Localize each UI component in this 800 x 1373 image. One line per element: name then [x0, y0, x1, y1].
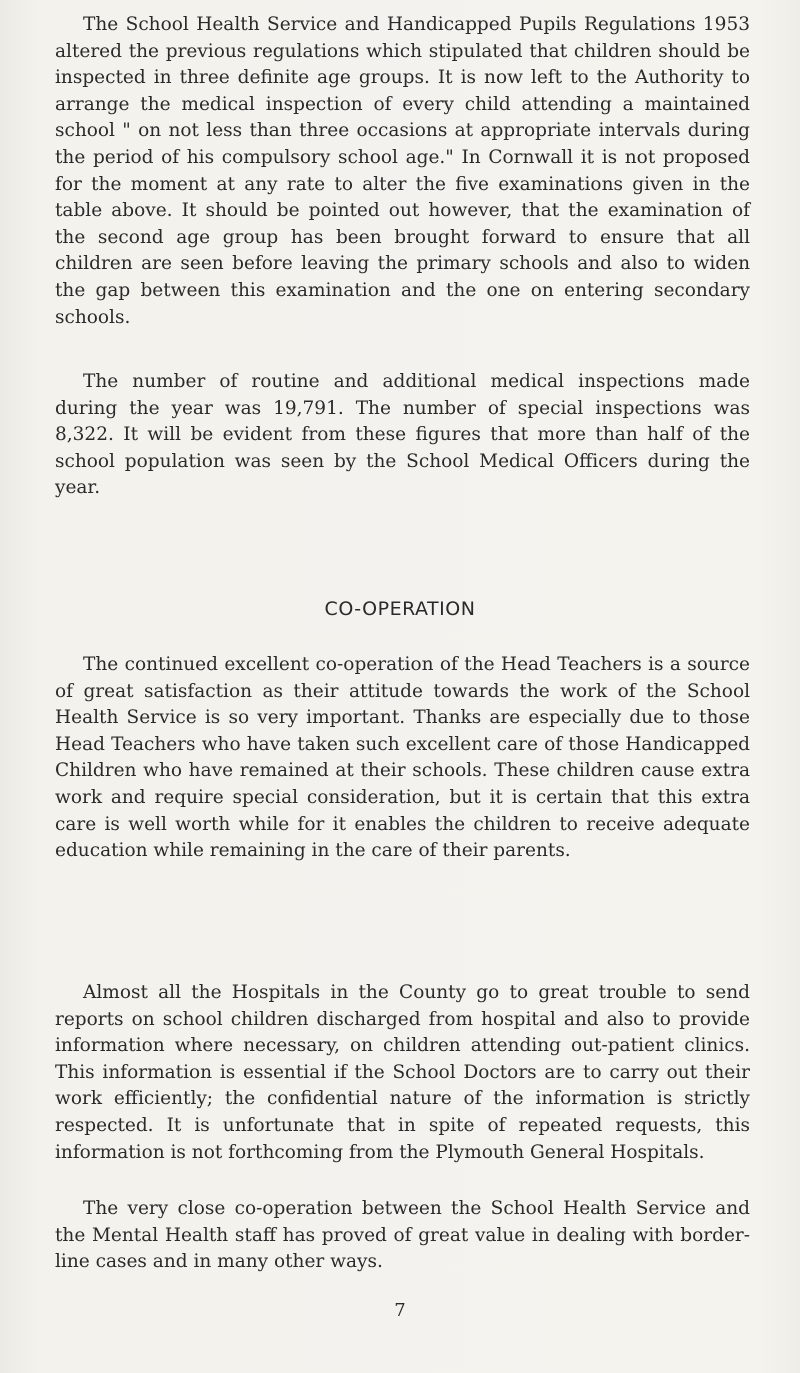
paragraph-hospitals: [55, 980, 750, 1166]
page-number: 7: [394, 1300, 406, 1321]
paragraph-mental-health: [55, 1196, 750, 1276]
paragraph-text: The number of routine and additional medical inspections made during the year was 19,791. The number of special inspections was 8,322. It will be evident from these figures that more than half of the school population was seen by the School Medical Officers during the year.: [55, 371, 750, 499]
paragraph-text: Almost all the Hospitals in the County go to great trouble to send reports on school children discharged from hospital and also to provide information where necessary, on children attending out-patient clinics. This information is essential if the School Doctors are to carry out their work efficiently; the confidential nature of the information is strictly respected. It is unfortunate that in spite of repeated requests, this information is not forthcoming from the Plymouth General Hospitals.: [55, 982, 750, 1163]
paragraph-text: The School Health Service and Handicapped Pupils Regulations 1953 altered the previous regulations which stipulated that children should be inspected in three definite age groups. It is now left to the Authority to arrange the medical inspection of every child attending a maintained school " on not less than three occasions at appropriate intervals during the period of his compulsory school age." In Cornwall it is not proposed for the moment at any rate to alter the five examinations given in the table above. It should be pointed out however, that the examination of the second age group has been brought forward to ensure that all children are seen before leaving the primary schools and also to widen the gap between this examination and the one on entering secondary schools.: [55, 14, 750, 328]
section-heading-cooperation: CO-OPERATION: [324, 598, 476, 620]
paragraph-inspections: [55, 369, 750, 502]
paragraph-regulations: [55, 12, 750, 331]
paragraph-head-teachers: [55, 652, 750, 865]
paragraph-text: The continued excellent co-operation of the Head Teachers is a source of great satisfaction as their attitude towards the work of the School Health Service is so very important. Thanks are especially due to those Head Teachers who have taken such excellent care of those Handicapped Children who have remained at their schools. These children cause extra work and require special consideration, but it is certain that this extra care is well worth while for it enables the children to receive adequate education while remaining in the care of their parents.: [55, 654, 750, 862]
paragraph-text: The very close co-operation between the School Health Service and the Mental Health staff has proved of great value in dealing with border-line cases and in many other ways.: [55, 1198, 750, 1273]
